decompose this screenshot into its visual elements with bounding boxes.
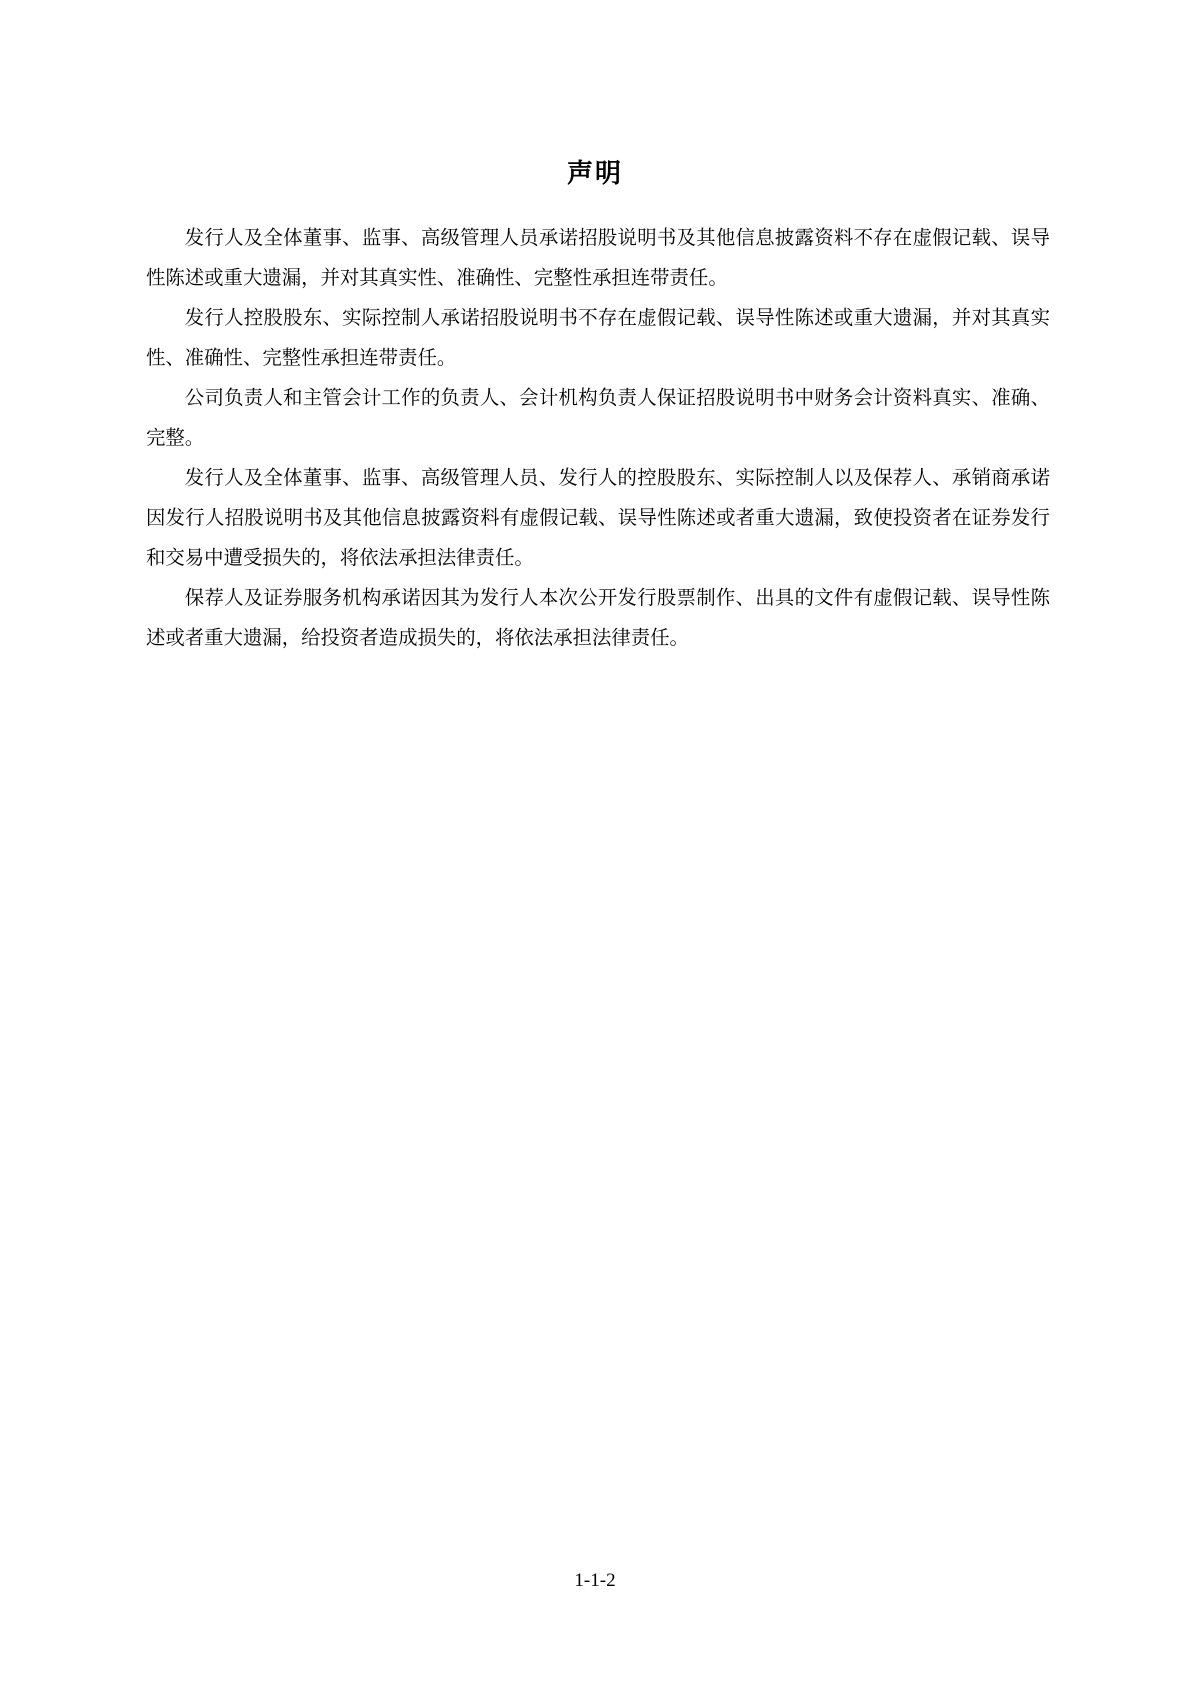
- statement-paragraph-2: 发行人控股股东、实际控制人承诺招股说明书不存在虚假记载、误导性陈述或重大遗漏，并对其真实性、准确性、完整性承担连带责任。: [146, 306, 1050, 369]
- statement-body: [146, 218, 1050, 658]
- statement-paragraph-4: 发行人及全体董事、监事、高级管理人员、发行人的控股股东、实际控制人以及保荐人、承销商承诺因发行人招股说明书及其他信息披露资料有虚假记载、误导性陈述或者重大遗漏，致使投资者在证券发行和交易中遭受损失的，将依法承担法律责任。: [146, 466, 1050, 569]
- statement-paragraph-3: 公司负责人和主管会计工作的负责人、会计机构负责人保证招股说明书中财务会计资料真实、准确、完整。: [146, 386, 1050, 449]
- page-number: 1-1-2: [574, 1570, 616, 1591]
- page-title: 声明: [566, 159, 623, 189]
- statement-paragraph-5: 保荐人及证券服务机构承诺因其为发行人本次公开发行股票制作、出具的文件有虚假记载、误导性陈述或者重大遗漏，给投资者造成损失的，将依法承担法律责任。: [146, 586, 1050, 649]
- statement-paragraph-1: 发行人及全体董事、监事、高级管理人员承诺招股说明书及其他信息披露资料不存在虚假记载、误导性陈述或重大遗漏，并对其真实性、准确性、完整性承担连带责任。: [146, 226, 1050, 289]
